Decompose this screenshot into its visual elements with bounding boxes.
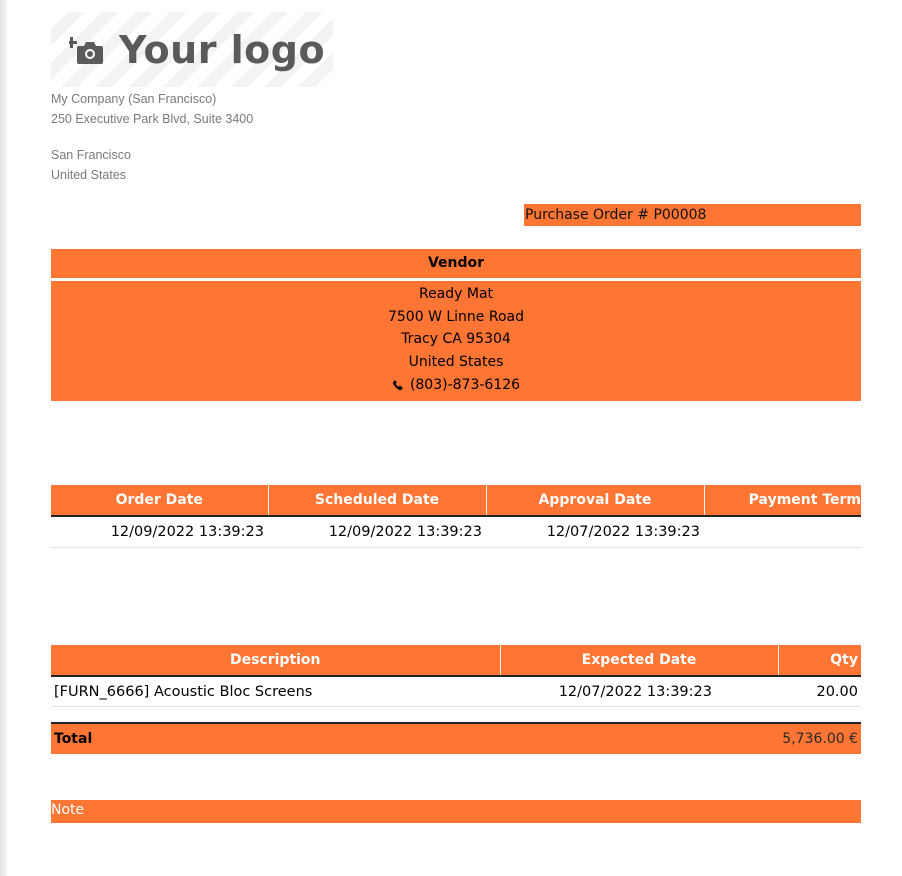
logo-text: Your logo bbox=[119, 27, 326, 72]
col-header-payment-term: Payment Term bbox=[704, 485, 861, 516]
scheduled-date-value: 12/09/2022 13:39:23 bbox=[268, 516, 486, 548]
order-date-value: 12/09/2022 13:39:23 bbox=[51, 516, 268, 548]
line-description: [FURN_6666] Acoustic Bloc Screens bbox=[51, 676, 500, 707]
approval-date-value: 12/07/2022 13:39:23 bbox=[486, 516, 704, 548]
note-label: Note bbox=[51, 802, 85, 818]
col-header-approval-date: Approval Date bbox=[486, 485, 704, 516]
vendor-name: Ready Mat bbox=[418, 286, 494, 302]
add-photo-icon bbox=[69, 32, 105, 68]
vendor-country: United States bbox=[408, 354, 504, 371]
line-qty: 20.00 bbox=[778, 676, 861, 707]
vendor-address bbox=[51, 281, 861, 401]
company-country: United States bbox=[51, 168, 127, 182]
payment-term-value bbox=[704, 516, 861, 548]
note-bar bbox=[51, 800, 861, 823]
vendor-phone-line bbox=[392, 374, 520, 397]
order-info-row bbox=[51, 516, 861, 548]
order-info-table bbox=[51, 485, 861, 548]
company-city: San Francisco bbox=[51, 148, 131, 162]
vendor-heading: Vendor bbox=[51, 249, 861, 278]
col-header-qty: Qty bbox=[778, 645, 861, 676]
company-logo bbox=[51, 12, 333, 87]
company-address bbox=[51, 89, 253, 185]
order-lines-table bbox=[51, 645, 861, 707]
order-info-header-row bbox=[51, 485, 861, 516]
col-header-order-date: Order Date bbox=[51, 485, 268, 516]
document-title-text: Purchase Order # P00008 bbox=[525, 207, 707, 223]
page-edge bbox=[0, 0, 7, 876]
total-row bbox=[51, 722, 861, 754]
order-lines-header-row bbox=[51, 645, 861, 676]
vendor-phone: (803)-873-6126 bbox=[409, 376, 521, 393]
col-header-scheduled-date: Scheduled Date bbox=[268, 485, 486, 516]
company-name: My Company (San Francisco) bbox=[51, 92, 217, 106]
company-street: 250 Executive Park Blvd, Suite 3400 bbox=[51, 112, 254, 126]
total-amount: 5,736.00 € bbox=[782, 731, 858, 747]
document-title bbox=[524, 204, 861, 226]
col-header-description: Description bbox=[51, 645, 500, 676]
phone-icon bbox=[392, 379, 404, 391]
col-header-expected-date: Expected Date bbox=[500, 645, 778, 676]
total-label: Total bbox=[54, 731, 93, 747]
vendor-street: 7500 W Linne Road bbox=[387, 308, 524, 325]
line-expected-date: 12/07/2022 13:39:23 bbox=[500, 676, 778, 707]
vendor-city: Tracy CA 95304 bbox=[401, 331, 511, 348]
table-row bbox=[51, 676, 861, 707]
